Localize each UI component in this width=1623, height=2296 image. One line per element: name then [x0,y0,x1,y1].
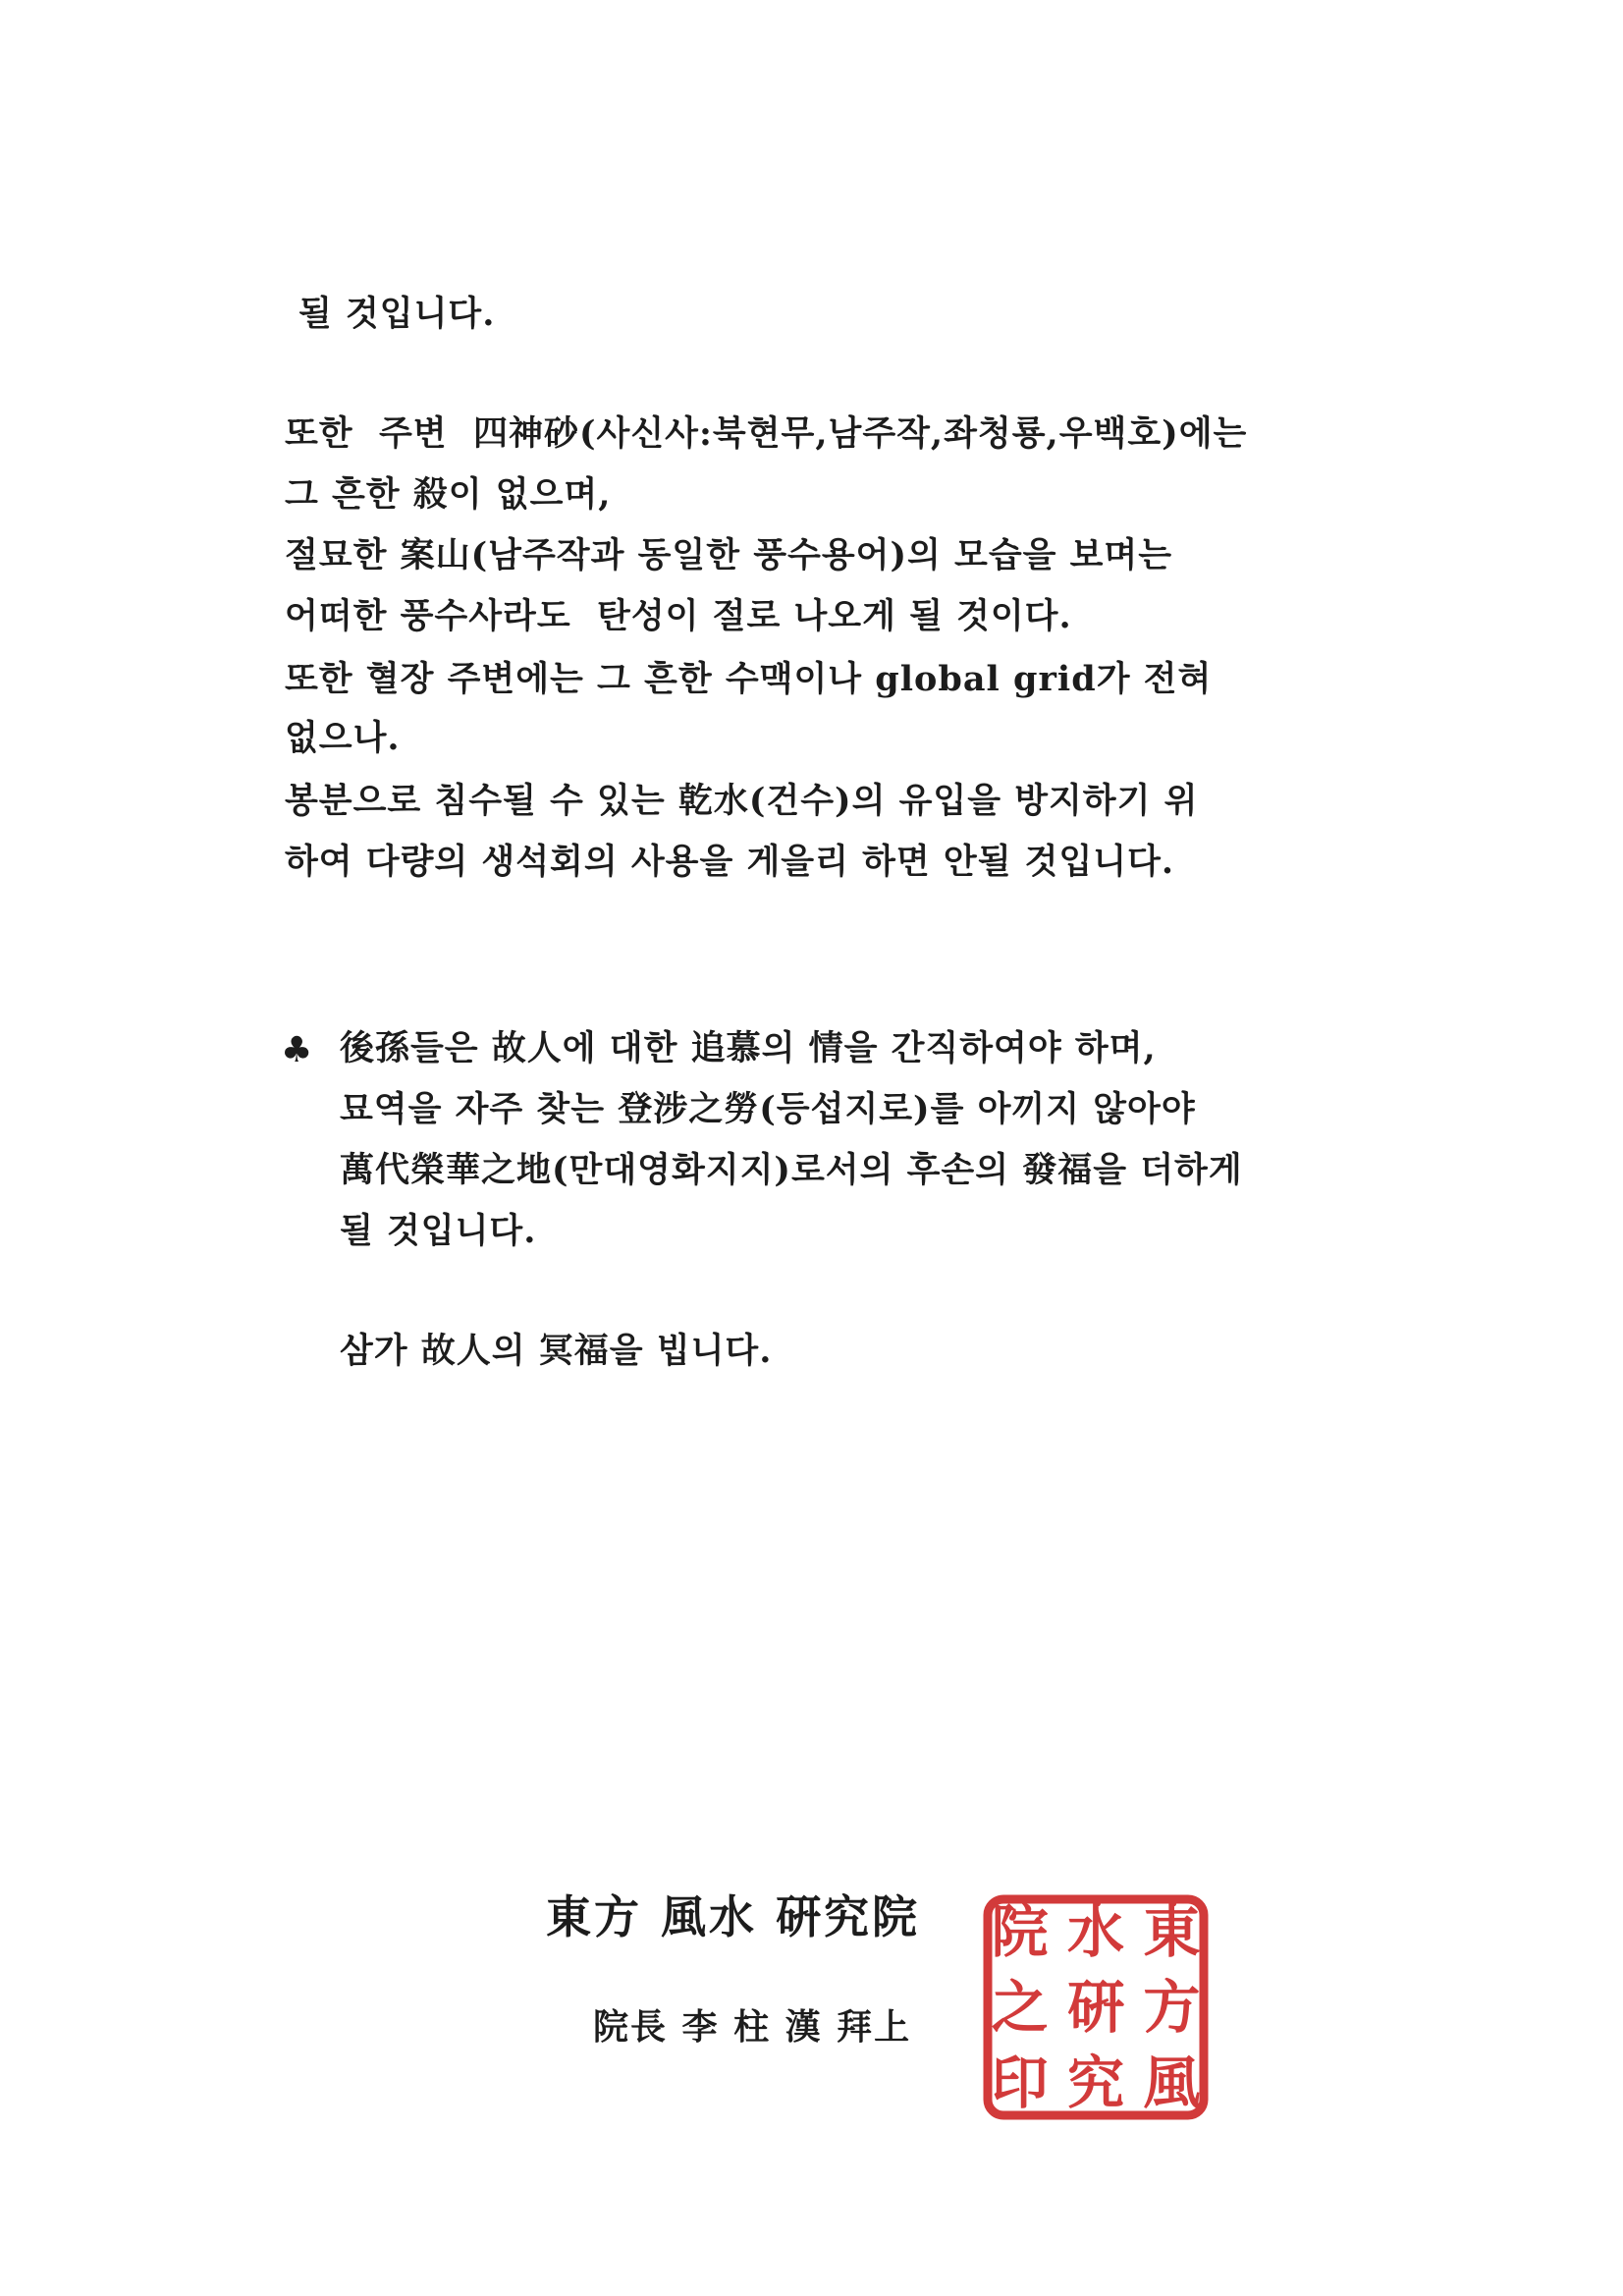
body-line: 또한 주변 四神砂(사신사:북현무,남주작,좌청룡,우백호)에는 [285,413,1248,454]
seal-character: 水 [1066,1897,1124,1965]
seal-character: 硏 [1066,1973,1124,2041]
seal-character: 印 [991,2050,1049,2117]
organization-name: 東方 風水 硏究院 [546,1890,921,1943]
body-line: 봉분으로 침수될 수 있는 乾水(건수)의 유입을 방지하기 위 [285,781,1199,821]
bullet-line: 될 것입니다. [340,1211,537,1251]
closing-line: 삼가 故人의 冥福을 빕니다. [340,1331,773,1371]
body-line: 그 흔한 殺이 없으며, [285,474,612,515]
bullet-line: 後孫들은 故人에 대한 追慕의 情을 간직하여야 하며, [340,1028,1157,1068]
club-bullet-icon: ♣ [281,1030,313,1070]
signer-name: 院長 李 柱 漢 拜上 [593,2006,912,2048]
body-line: 없으나. [285,718,401,758]
seal-character: 究 [1066,2050,1124,2117]
red-seal-stamp [982,1893,1210,2121]
body-line: 또한 혈장 주변에는 그 흔한 수맥이나 global grid가 전혀 [285,659,1213,699]
body-line: 하여 다량의 생석회의 사용을 게을리 하면 안될 것입니다. [285,842,1175,882]
body-line: 어떠한 풍수사라도 탄성이 절로 나오게 될 것이다. [285,596,1072,636]
body-line: 절묘한 案山(남주작과 동일한 풍수용어)의 모습을 보며는 [285,535,1173,575]
bullet-line: 萬代榮華之地(만대영화지지)로서의 후손의 發福을 더하게 [340,1150,1243,1190]
continuation-line: 될 것입니다. [298,294,496,334]
bullet-line: 묘역을 자주 찾는 登涉之勞(등섭지로)를 아끼지 않아야 [340,1089,1196,1129]
seal-character: 之 [991,1973,1049,2041]
seal-character: 風 [1143,2050,1201,2117]
seal-character: 方 [1143,1973,1201,2041]
seal-character: 院 [991,1897,1049,1965]
seal-character: 東 [1143,1897,1201,1965]
